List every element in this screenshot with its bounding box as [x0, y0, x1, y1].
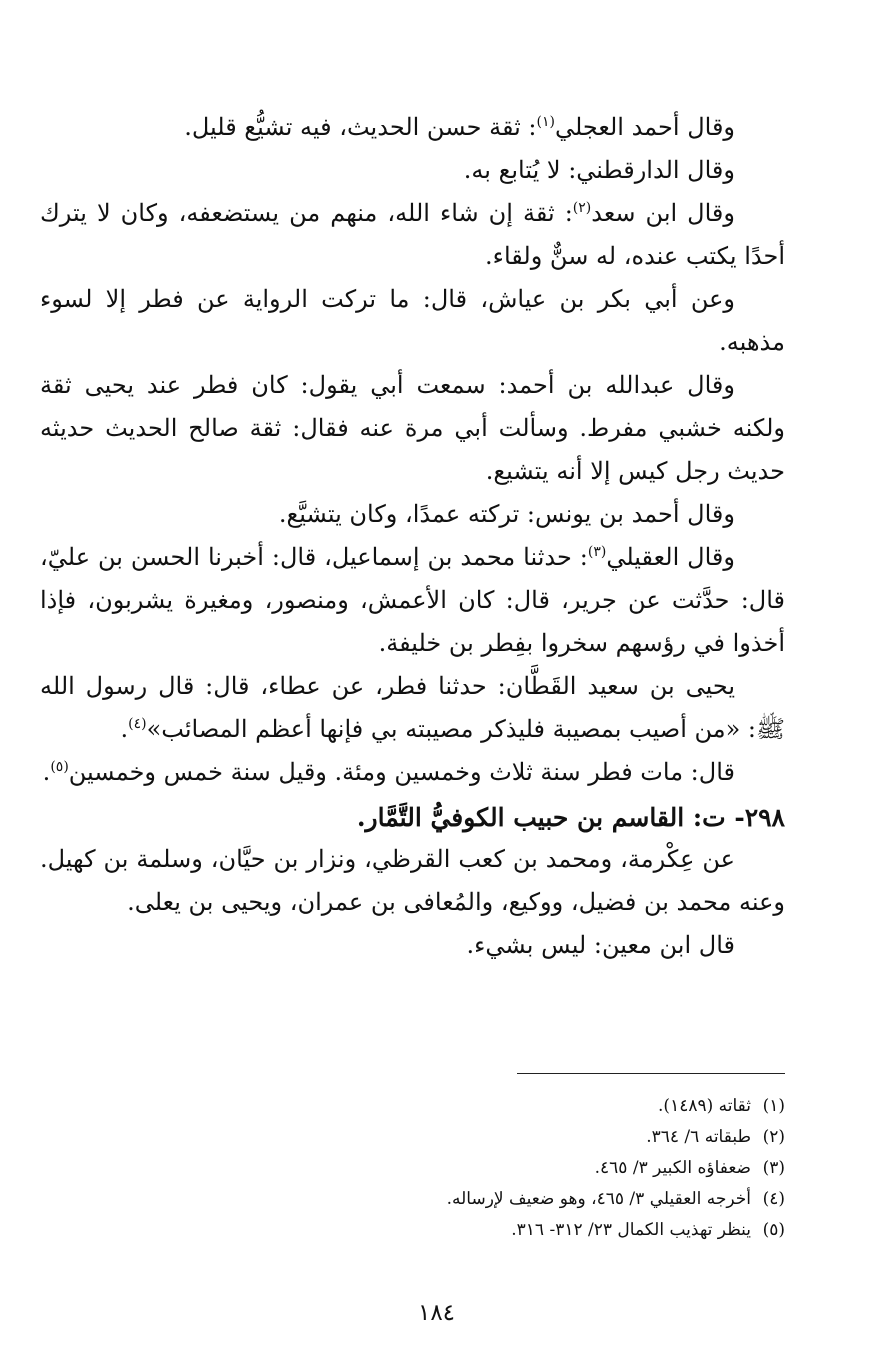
paragraph-ahmad-yunus: وقال أحمد بن يونس: تركته عمدًا، وكان يتشيَّع.	[278, 500, 735, 528]
footnote-ref-3: (٣)	[587, 544, 607, 560]
paragraph-abdullah: وقال عبدالله بن أحمد: سمعت أبي يقول: كان فطر عند يحيى ثقة ولكنه خشبي مفرط. وسألت أبي مرة عنه فقال: ثقة صالح الحديث حديثه حديث رجل كيس إلا أنه يتشيع.	[40, 371, 785, 485]
footnote-4	[265, 1184, 785, 1215]
footnote-number: (٢)	[762, 1127, 785, 1147]
footnote-3	[265, 1153, 785, 1184]
footnote-text: ثقاته (١٤٨٩).	[658, 1096, 751, 1116]
paragraph-text: وقال العقيلي	[606, 543, 735, 571]
footnotes	[265, 1091, 785, 1246]
footnote-ref-2: (٢)	[572, 200, 592, 216]
paragraph-text: : حدثنا محمد بن إسماعيل، قال: أخبرنا الحسن بن عليّ، قال: حدَّثت عن جرير، قال: كان الأعمش، ومنصور، ومغيرة يشربون، فإذا أخذوا في رؤسهم سخروا بفِطر بن خليفة.	[40, 543, 785, 657]
footnote-number: (٣)	[762, 1158, 785, 1178]
paragraph-text: .	[120, 715, 129, 743]
paragraph-abu-bakr: وعن أبي بكر بن عياش، قال: ما تركت الرواية عن فطر إلا لسوء مذهبه.	[40, 285, 785, 356]
entry-heading: ٢٩٨- ت: القاسم بن حبيب الكوفيُّ التَّمَّار.	[356, 803, 785, 832]
footnote-text: أخرجه العقيلي ٣/ ٤٦٥، وهو ضعيف لإرساله.	[446, 1189, 751, 1209]
page-number: ١٨٤	[417, 1300, 456, 1326]
footnote-ref-4: (٤)	[128, 716, 147, 732]
paragraph-text: قال: مات فطر سنة ثلاث وخمسين ومئة. وقيل سنة خمس وخمسين	[68, 758, 735, 786]
footnote-ref-1: (١)	[536, 114, 555, 130]
footnote-1	[265, 1091, 785, 1122]
paragraph-text: وقال ابن سعد	[591, 199, 735, 227]
footnote-text: ينظر تهذيب الكمال ٢٣/ ٣١٢- ٣١٦.	[511, 1220, 751, 1240]
paragraph-ibn-main: قال ابن معين: ليس بشيء.	[466, 931, 735, 959]
paragraph-narrators: عن عِكْرمة، ومحمد بن كعب القرظي، ونزار بن حيَّان، وسلمة بن كهيل. وعنه محمد بن فضيل، ووكيع، والمُعافى بن عمران، ويحيى بن يعلى.	[40, 845, 785, 916]
paragraph-death	[40, 751, 785, 794]
main-text	[40, 106, 785, 967]
footnote-text: ضعفاؤه الكبير ٣/ ٤٦٥.	[594, 1158, 751, 1178]
footnote-5	[265, 1215, 785, 1246]
footnote-number: (٥)	[762, 1220, 785, 1240]
paragraph-text: .	[42, 758, 51, 786]
footnote-number: (١)	[762, 1096, 785, 1116]
paragraph-text: يحيى بن سعيد القَطَّان: حدثنا فطر، عن عطاء، قال: قال رسول الله ﷺ: «من أصيب بمصيبة فليذكر مصيبته بي فإنها أعظم المصائب»	[40, 672, 785, 743]
footnote-divider	[517, 1073, 785, 1074]
footnote-ref-5: (٥)	[50, 759, 69, 775]
paragraph-text: : ثقة حسن الحديث، فيه تشيُّع قليل.	[184, 113, 537, 141]
paragraph-text: وقال أحمد العجلي	[554, 113, 735, 141]
footnote-number: (٤)	[762, 1189, 785, 1209]
paragraph-uqayli	[40, 536, 785, 665]
footnote-2	[265, 1122, 785, 1153]
paragraph-daraqutni: وقال الدارقطني: لا يُتابع به.	[463, 156, 735, 184]
paragraph-text: : ثقة إن شاء الله، منهم من يستضعفه، وكان لا يترك أحدًا يكتب عنده، له سنٌّ ولقاء.	[40, 199, 785, 270]
paragraph-qattan	[40, 665, 785, 751]
footnote-text: طبقاته ٦/ ٣٦٤.	[646, 1127, 751, 1147]
paragraph-ajli	[40, 106, 785, 149]
paragraph-ibn-sad	[40, 192, 785, 278]
